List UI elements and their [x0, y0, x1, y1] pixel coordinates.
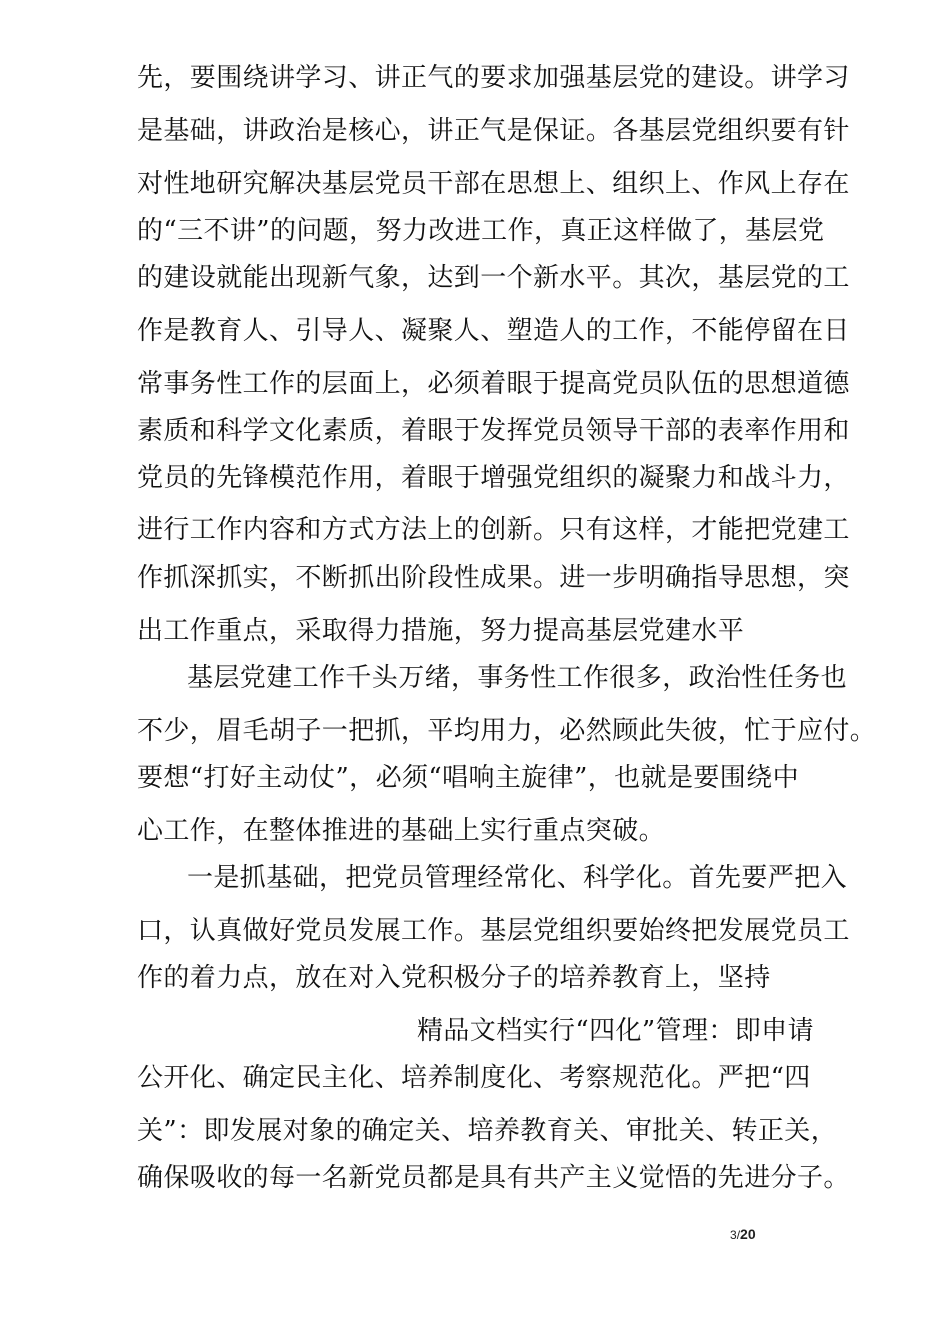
text-line: 常事务性工作的层面上，必须着眼于提高党员队伍的思想道德 — [137, 369, 850, 399]
text-line: 作的着力点，放在对入党积极分子的培养教育上，坚持 — [137, 963, 771, 993]
text-line: 出工作重点，采取得力措施，努力提高基层党建水平 — [137, 616, 745, 646]
text-line: 党员的先锋模范作用，着眼于增强党组织的凝聚力和战斗力， — [137, 463, 850, 493]
text-line: 确保吸收的每一名新党员都是具有共产主义觉悟的先进分子。 — [137, 1163, 850, 1193]
text-line: 作是教育人、引导人、凝聚人、塑造人的工作，不能停留在日 — [137, 316, 850, 346]
text-line: 一是抓基础，把党员管理经常化、科学化。首先要严把入 — [187, 863, 848, 893]
page-separator: / — [736, 1228, 741, 1242]
text-line: 公开化、确定民主化、培养制度化、考察规范化。严把“四 — [137, 1063, 811, 1093]
text-line: 进行工作内容和方式方法上的创新。只有这样，才能把党建工 — [137, 515, 850, 545]
text-line: 基层党建工作千头万绪，事务性工作很多，政治性任务也 — [187, 663, 848, 693]
text-line: 的建设就能出现新气象，达到一个新水平。其次，基层党的工 — [137, 263, 850, 293]
text-line: 不少，眉毛胡子一把抓，平均用力，必然顾此失彼，忙于应付。 — [137, 716, 877, 746]
text-line: 要想“打好主动仗”，必须“唱响主旋律”，也就是要围绕中 — [137, 763, 799, 793]
page-total: 20 — [740, 1226, 756, 1242]
text-line: 的“三不讲”的问题，努力改进工作，真正这样做了，基层党 — [137, 216, 825, 246]
text-line: 口，认真做好党员发展工作。基层党组织要始终把发展党员工 — [137, 916, 850, 946]
text-line: 是基础，讲政治是核心，讲正气是保证。各基层党组织要有针 — [137, 116, 850, 146]
page-current: 3 — [730, 1228, 737, 1242]
text-line: 作抓深抓实，不断抓出阶段性成果。进一步明确指导思想，突 — [137, 563, 850, 593]
text-line: 关”：即发展对象的确定关、培养教育关、审批关、转正关， — [137, 1116, 838, 1146]
text-line: 心工作，在整体推进的基础上实行重点突破。 — [137, 816, 666, 846]
text-line: 先，要围绕讲学习、讲正气的要求加强基层党的建设。讲学习 — [137, 63, 850, 93]
text-line: 精品文档实行“四化”管理：即申请 — [417, 1016, 814, 1046]
text-line: 对性地研究解决基层党员干部在思想上、组织上、作风上存在 — [137, 169, 850, 199]
text-line: 素质和科学文化素质，着眼于发挥党员领导干部的表率作用和 — [137, 416, 850, 446]
page-number — [730, 1226, 756, 1243]
